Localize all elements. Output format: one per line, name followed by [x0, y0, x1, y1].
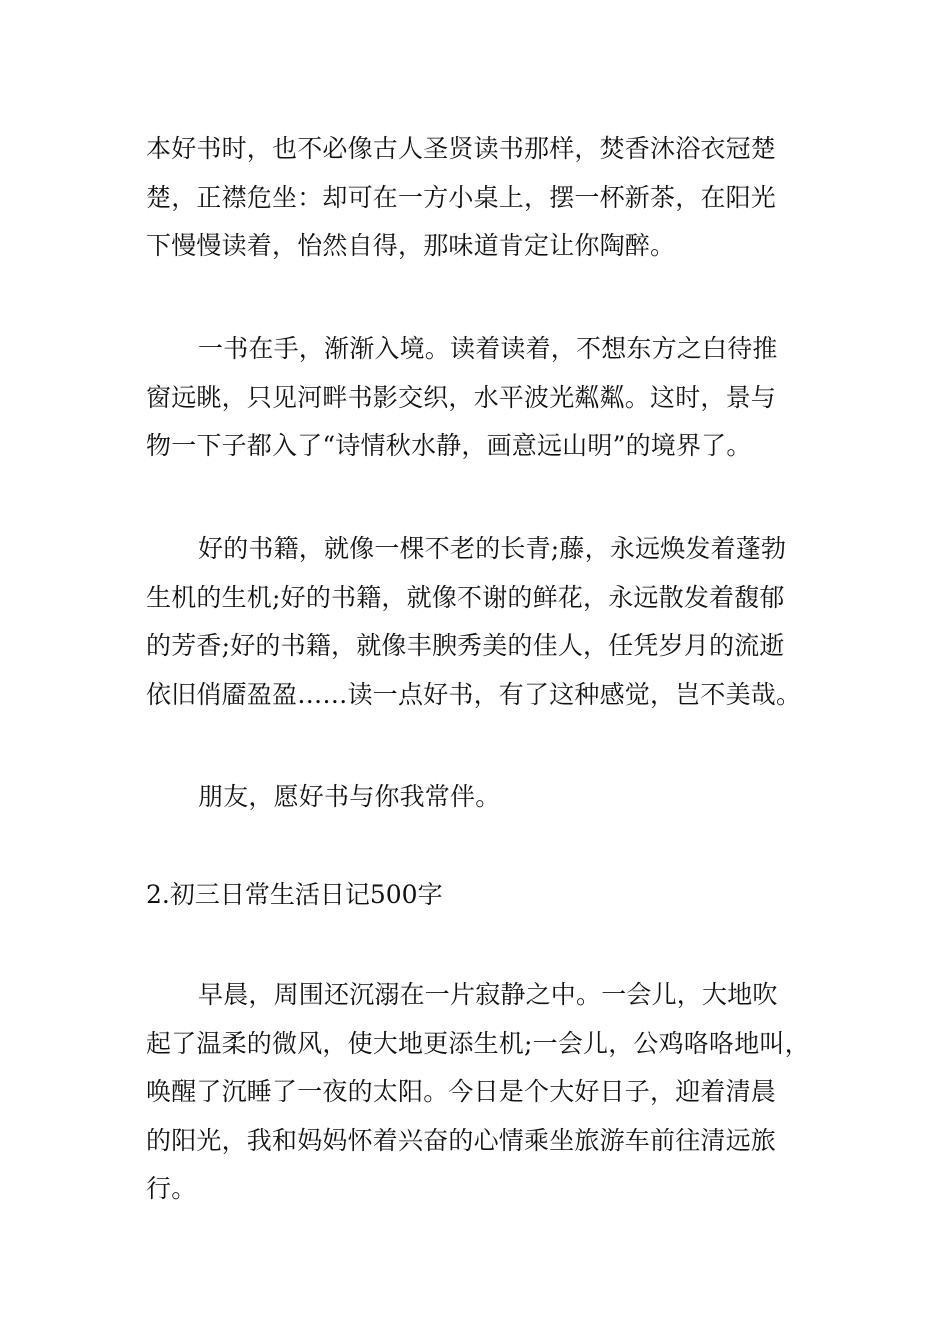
paragraph-line: 唤醒了沉睡了一夜的太阳。今日是个大好日子，迎着清晨	[146, 1077, 777, 1106]
paragraph-line: 行。	[146, 1174, 197, 1203]
paragraph-line: 窗远眺，只见河畔书影交织，水平波光粼粼。这时，景与	[146, 382, 777, 412]
paragraph-line: 的阳光，我和妈妈怀着兴奋的心情乘坐旅游车前往清远旅	[146, 1125, 777, 1155]
paragraph-line: 的芳香;好的书籍，就像丰腴秀美的佳人，任凭岁月的流逝	[146, 631, 785, 660]
paragraph-line: 起了温柔的微风，使大地更添生机;一会儿，公鸡咯咯地叫，	[146, 1028, 810, 1058]
paragraph-5	[146, 971, 836, 1214]
paragraph-3	[146, 525, 836, 719]
paragraph-line: 生机的生机;好的书籍，就像不谢的鲜花，永远散发着馥郁	[146, 582, 785, 612]
paragraph-line: 一书在手，渐渐入境。读着读着，不想东方之白待推	[198, 334, 778, 363]
section-heading: 2.初三日常生活日记500字	[146, 880, 443, 909]
paragraph-line: 朋友，愿好书与你我常伴。	[198, 782, 501, 811]
paragraph-line: 本好书时，也不必像古人圣贤读书那样，焚香沐浴衣冠楚	[146, 134, 777, 163]
paragraph-line: 依旧俏靥盈盈……读一点好书，有了这种感觉，岂不美哉。	[146, 679, 802, 709]
paragraph-line: 好的书籍，就像一棵不老的长青;藤，永远焕发着蓬勃	[198, 534, 787, 563]
paragraph-line: 早晨，周围还沉溺在一片寂静之中。一会儿，大地吹	[198, 980, 778, 1009]
paragraph-line: 下慢慢读着，怡然自得，那味道肯定让你陶醉。	[146, 231, 676, 260]
paragraph-1	[146, 125, 836, 271]
paragraph-4	[146, 773, 836, 822]
paragraph-2	[146, 325, 836, 471]
paragraph-line: 楚，正襟危坐：却可在一方小桌上，摆一杯新茶，在阳光	[146, 182, 777, 212]
paragraph-line: 物一下子都入了“诗情秋水静，画意远山明”的境界了。	[146, 431, 752, 460]
